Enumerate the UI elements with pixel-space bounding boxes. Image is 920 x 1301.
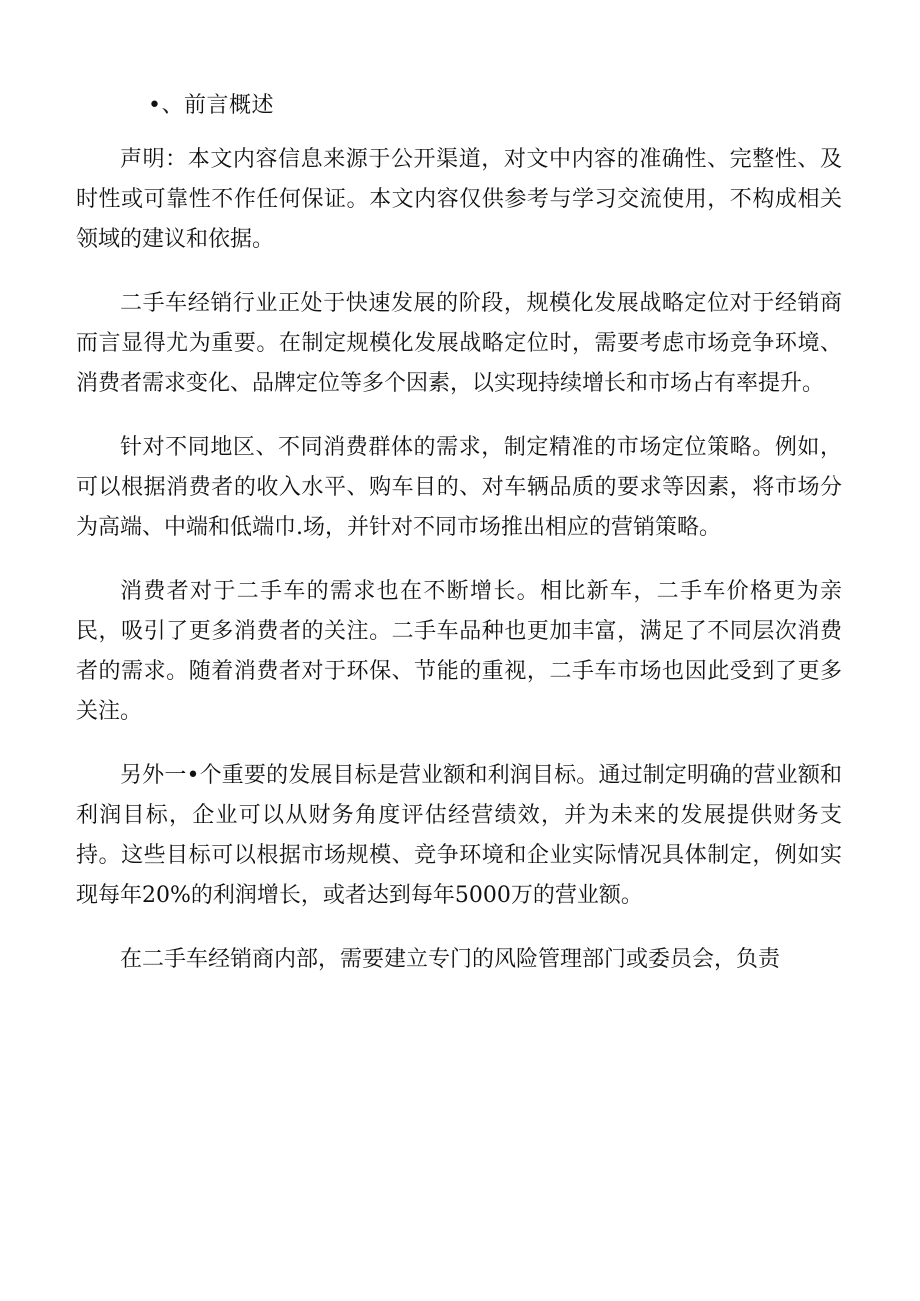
section-heading: •、前言概述: [148, 93, 274, 118]
body-paragraph: 另外一•个重要的发展目标是营业额和利润目标。通过制定明确的营业额和利润目标，企业可以从财务角度评估经营绩效，并为未来的发展提供财务支持。这些目标可以根据市场规模、竞争环境和企业实际情况具体制定，例如实现每年20%的利润增长，或者达到每年5000万的营业额。: [76, 763, 842, 908]
body-paragraph: 消费者对于二手车的需求也在不断增长。相比新车，二手车价格更为亲民，吸引了更多消费者的关注。二手车品种也更加丰富，满足了不同层次消费者的需求。随着消费者对于环保、节能的重视，二手车市场也因此受到了更多关注。: [76, 579, 842, 724]
body-paragraph: 针对不同地区、不同消费群体的需求，制定精准的市场定位策略。例如，可以根据消费者的收入水平、购车目的、对车辆品质的要求等因素，将市场分为高端、中端和低端巾.场，并针对不同市场推出相应的营销策略。: [76, 435, 842, 540]
body-paragraph: 二手车经销行业正处于快速发展的阶段，规模化发展战略定位对于经销商而言显得尤为重要。在制定规模化发展战略定位时，需要考虑市场竞争环境、消费者需求变化、品牌定位等多个因素，以实现持续增长和市场占有率提升。: [76, 291, 842, 396]
body-paragraph: 在二手车经销商内部，需要建立专门的风险管理部门或委员会，负责: [120, 947, 781, 972]
disclaimer-paragraph: 声明：本文内容信息来源于公开渠道，对文中内容的准确性、完整性、及时性或可靠性不作任何保证。本文内容仅供参考与学习交流使用，不构成相关领域的建议和依据。: [76, 147, 842, 252]
document-body: [76, 140, 842, 1004]
